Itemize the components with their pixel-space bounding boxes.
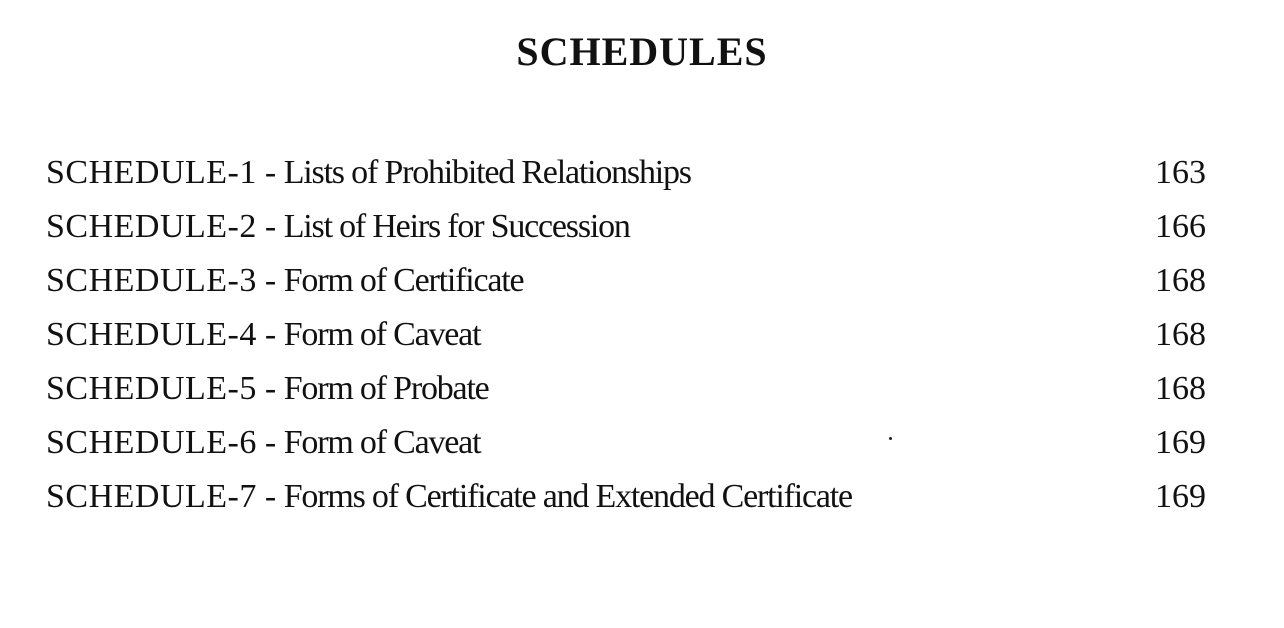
schedule-row-6 xyxy=(46,416,1206,470)
schedule-separator: - xyxy=(256,424,284,461)
schedule-code: SCHEDULE-6 xyxy=(46,424,257,461)
schedule-description: List of Heirs for Succession xyxy=(283,208,630,245)
schedule-description: Form of Probate xyxy=(283,370,489,407)
schedule-row-4 xyxy=(46,308,1206,362)
schedule-page-number: 166 xyxy=(1155,208,1206,245)
schedule-description: Forms of Certificate and Extended Certificate xyxy=(283,478,852,515)
schedule-code: SCHEDULE-1 xyxy=(46,154,257,191)
schedule-separator: - xyxy=(256,208,284,245)
schedule-row-1 xyxy=(46,146,1206,200)
schedule-page-number: 169 xyxy=(1155,424,1206,461)
schedule-separator: - xyxy=(256,370,284,407)
schedule-row-2 xyxy=(46,200,1206,254)
schedule-code: SCHEDULE-4 xyxy=(46,316,257,353)
schedule-page-number: 168 xyxy=(1155,262,1206,299)
schedule-list xyxy=(46,146,1206,524)
schedule-separator: - xyxy=(256,316,284,353)
page-title: SCHEDULES xyxy=(516,29,768,74)
scan-speck xyxy=(889,437,892,440)
schedule-separator: - xyxy=(256,262,284,299)
schedule-code: SCHEDULE-3 xyxy=(46,262,257,299)
schedule-description: Form of Certificate xyxy=(283,262,524,299)
schedule-row-5 xyxy=(46,362,1206,416)
schedule-description: Form of Caveat xyxy=(283,424,481,461)
schedule-page-number: 168 xyxy=(1155,370,1206,407)
schedule-row-7 xyxy=(46,470,1206,524)
schedule-separator: - xyxy=(256,154,284,191)
schedule-description: Form of Caveat xyxy=(283,316,481,353)
schedule-page-number: 169 xyxy=(1155,478,1206,515)
schedule-page-number: 163 xyxy=(1155,154,1206,191)
schedule-row-3 xyxy=(46,254,1206,308)
schedule-page-number: 168 xyxy=(1155,316,1206,353)
schedule-code: SCHEDULE-7 xyxy=(46,478,257,515)
schedule-code: SCHEDULE-2 xyxy=(46,208,257,245)
schedule-separator: - xyxy=(256,478,284,515)
schedule-code: SCHEDULE-5 xyxy=(46,370,257,407)
schedule-description: Lists of Prohibited Relationships xyxy=(283,154,691,191)
